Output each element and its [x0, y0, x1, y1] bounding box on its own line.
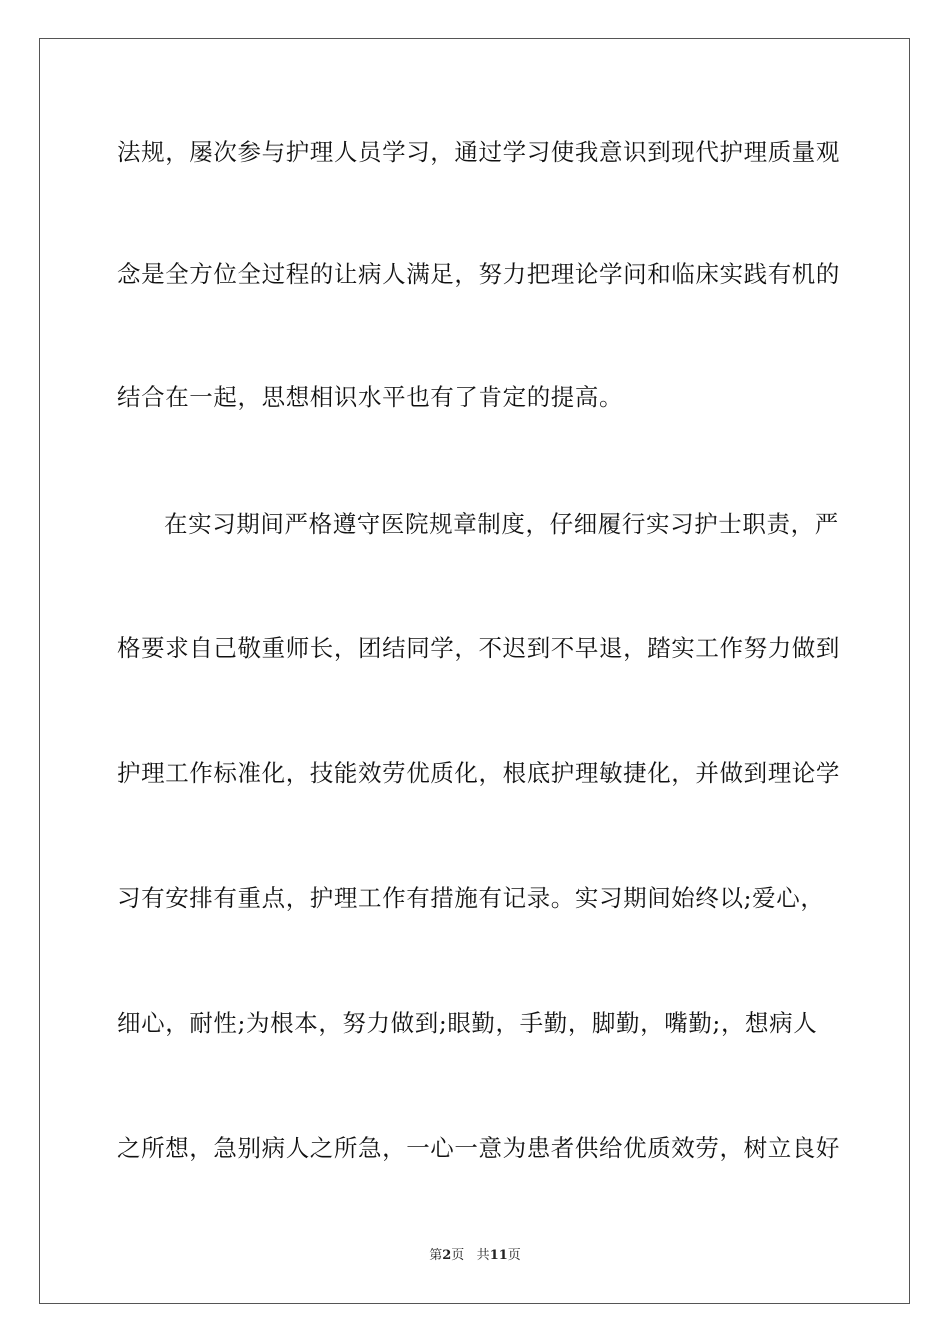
- text-line-2: 念是全方位全过程的让病人满足，努力把理论学问和临床实践有机的: [117, 260, 840, 288]
- text-line-5: 格要求自己敬重师长，团结同学，不迟到不早退，踏实工作努力做到: [117, 634, 840, 662]
- text-line-8: 细心，耐性;为根本，努力做到;眼勤，手勤，脚勤，嘴勤;，想病人: [117, 1009, 818, 1037]
- footer-page-number: 2: [442, 1248, 452, 1263]
- text-line-4-paragraph-start: 在实习期间严格遵守医院规章制度，仔细履行实习护士职责，严: [164, 510, 839, 538]
- text-line-1: 法规，屡次参与护理人员学习，通过学习使我意识到现代护理质量观: [117, 138, 840, 166]
- text-line-3: 结合在一起，思想相识水平也有了肯定的提高。: [117, 383, 624, 411]
- page-border: [39, 38, 910, 1304]
- footer-total-prefix: 共: [476, 1248, 490, 1263]
- footer-page-suffix: 页: [451, 1248, 465, 1263]
- text-line-7: 习有安排有重点，护理工作有措施有记录。实习期间始终以;爱心，: [117, 884, 825, 912]
- footer-page-prefix: 第: [429, 1248, 443, 1263]
- text-line-9: 之所想，急别病人之所急，一心一意为患者供给优质效劳，树立良好: [117, 1134, 840, 1162]
- footer-total-pages: 11: [489, 1248, 508, 1263]
- footer-total-suffix: 页: [507, 1248, 521, 1263]
- text-line-6: 护理工作标准化，技能效劳优质化，根底护理敏捷化，并做到理论学: [117, 759, 840, 787]
- page-footer: [0, 1247, 950, 1265]
